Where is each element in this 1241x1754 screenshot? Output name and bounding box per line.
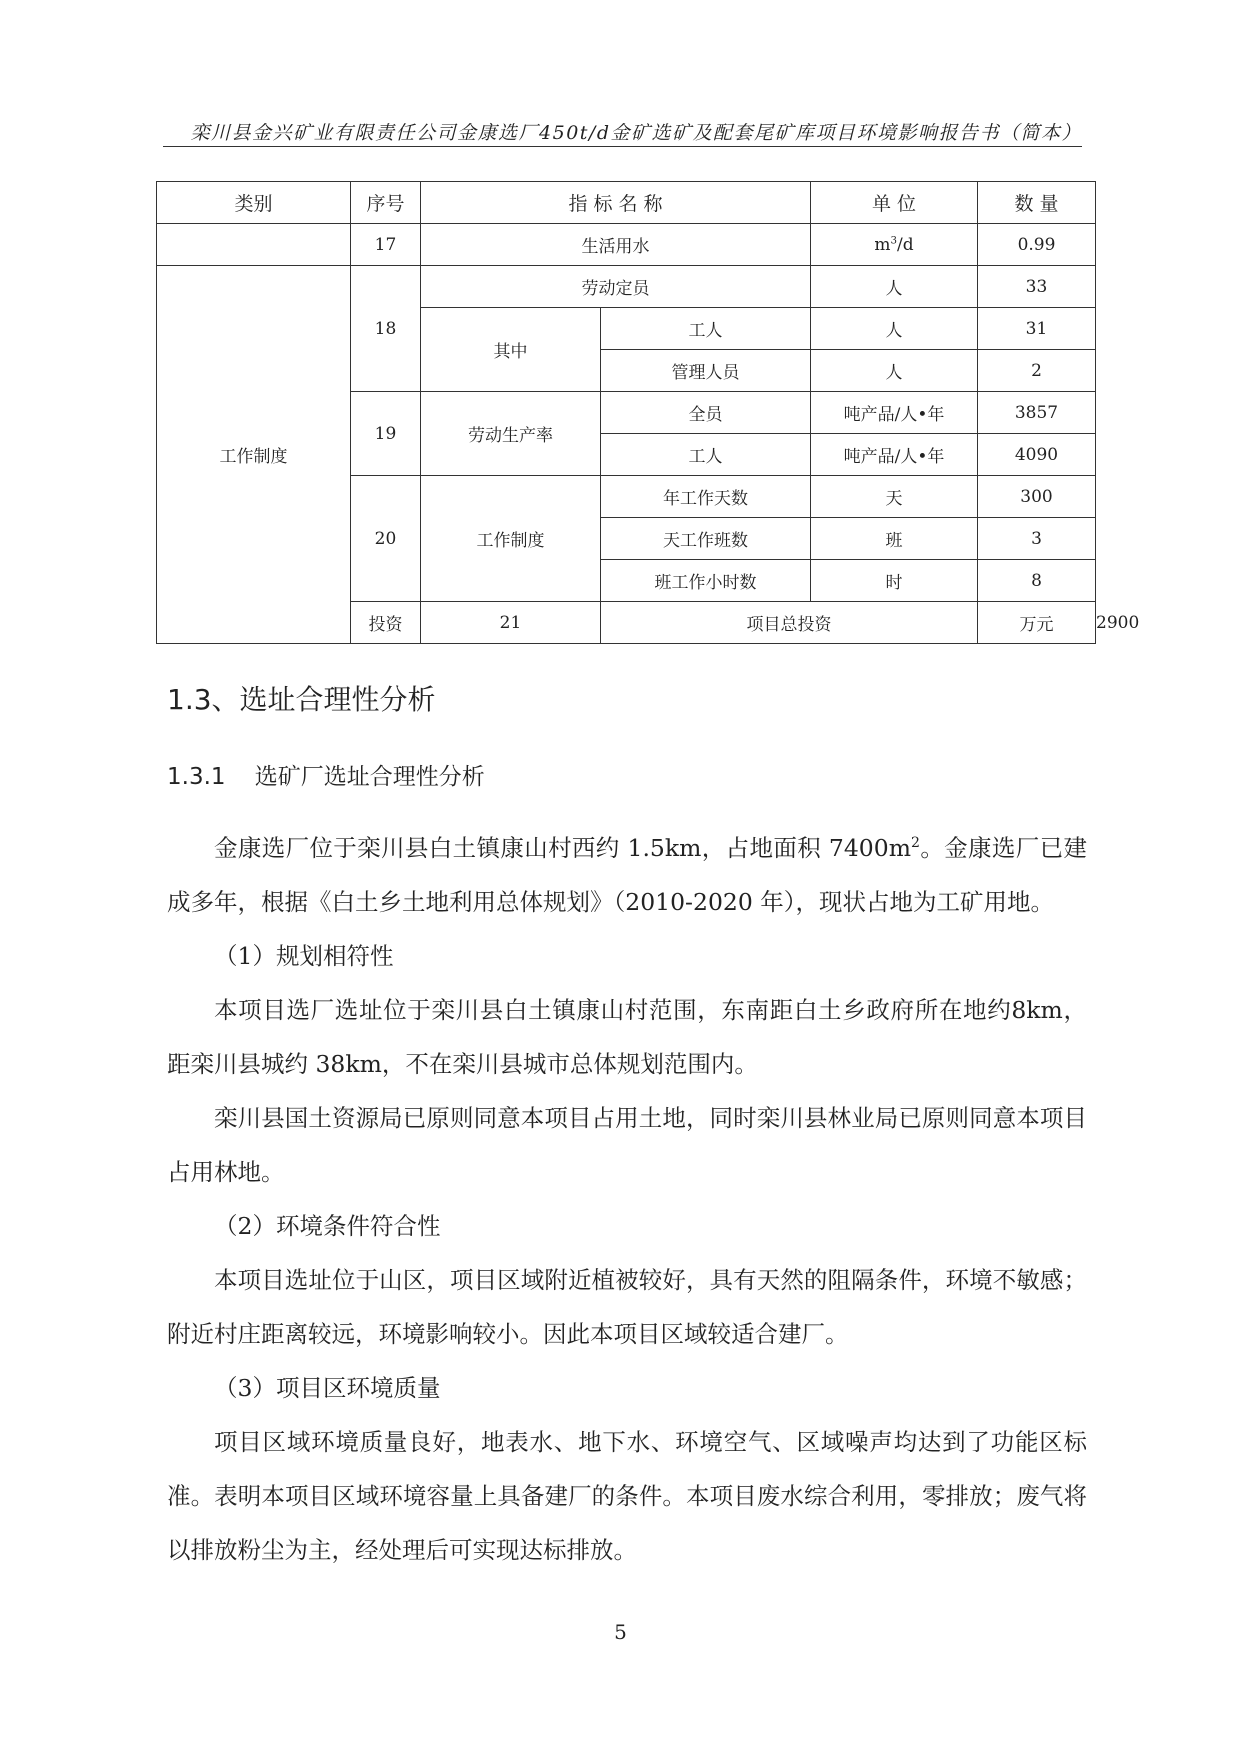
table-cell-unit: 吨产品/人•年 — [811, 434, 978, 476]
paragraph-text: 。金康选厂已建成多年，根据《白土乡土地利用总体规划》（2010-2020 年），现状占地为工矿用地。 — [167, 834, 1087, 916]
table-cell-name: 工人 — [601, 308, 811, 350]
list-item-heading: （3）项目区环境质量 — [214, 1374, 441, 1402]
table-cell-unit: 班 — [811, 518, 978, 560]
table-cell-unit: 时 — [811, 560, 978, 602]
table-row — [157, 266, 1096, 308]
table-cell-unit: 吨产品/人•年 — [811, 392, 978, 434]
table-cell-name: 工人 — [601, 434, 811, 476]
table-cell-no: 17 — [351, 224, 421, 266]
table-cell-qty: 4090 — [978, 434, 1096, 476]
table-cell-name: 劳动定员 — [421, 266, 811, 308]
body-text — [167, 821, 1087, 1577]
table-cell-qty: 31 — [978, 308, 1096, 350]
table-cell-qty: 0.99 — [978, 224, 1096, 266]
table-cell-subgroup: 其中 — [421, 308, 601, 392]
paragraph-text: 金康选厂位于栾川县白土镇康山村西约 1.5km，占地面积 7400m — [214, 834, 911, 862]
table-row — [157, 224, 1096, 266]
table-cell-no: 20 — [351, 476, 421, 602]
table-cell-category: 投资 — [351, 602, 421, 644]
table-cell-unit: 天 — [811, 476, 978, 518]
table-cell-empty — [157, 224, 351, 266]
paragraph — [167, 821, 1087, 929]
paragraph: 栾川县国土资源局已原则同意本项目占用土地，同时栾川县林业局已原则同意本项目占用林地。 — [167, 1104, 1087, 1186]
table-cell-name: 管理人员 — [601, 350, 811, 392]
table-row: 投资 21 项目总投资 万元 2900 — [157, 602, 1096, 644]
table-cell-qty: 300 — [978, 476, 1096, 518]
header-name: 指 标 名 称 — [421, 182, 811, 224]
table-cell-no: 21 — [421, 602, 601, 644]
table-cell-no: 18 — [351, 266, 421, 392]
header-rule — [163, 146, 1082, 147]
header-qty: 数 量 — [978, 182, 1096, 224]
table-cell-qty: 3857 — [978, 392, 1096, 434]
indicator-table — [156, 181, 1140, 644]
superscript: 2 — [910, 835, 920, 852]
table-cell-name: 年工作天数 — [601, 476, 811, 518]
subsection-title: 1.3.1 选矿厂选址合理性分析 — [167, 764, 485, 790]
table-cell-no: 19 — [351, 392, 421, 476]
page-number: 5 — [614, 1620, 627, 1644]
table-cell-unit: 人 — [811, 266, 978, 308]
paragraph: 本项目选址位于山区，项目区域附近植被较好，具有天然的阻隔条件，环境不敏感；附近村庄距离较远，环境影响较小。因此本项目区域较适合建厂。 — [167, 1266, 1087, 1348]
section-title: 1.3、选址合理性分析 — [167, 683, 436, 716]
paragraph: 本项目选厂选址位于栾川县白土镇康山村范围，东南距白土乡政府所在地约8km，距栾川县城约 38km，不在栾川县城市总体规划范围内。 — [167, 996, 1087, 1078]
table-cell-unit: 人 — [811, 308, 978, 350]
table-cell-name: 班工作小时数 — [601, 560, 811, 602]
table-cell-unit: 人 — [811, 350, 978, 392]
list-item-heading: （2）环境条件符合性 — [214, 1212, 441, 1240]
header-unit: 单 位 — [811, 182, 978, 224]
table-cell-qty: 8 — [978, 560, 1096, 602]
table-cell-qty: 3 — [978, 518, 1096, 560]
table-cell-name: 项目总投资 — [601, 602, 978, 644]
table-cell-subgroup: 工作制度 — [421, 476, 601, 602]
header-category: 类别 — [157, 182, 351, 224]
table-cell-qty: 2 — [978, 350, 1096, 392]
table-cell-qty: 33 — [978, 266, 1096, 308]
table-cell-unit — [811, 224, 978, 266]
unit-rest: /d — [896, 234, 914, 255]
unit-base: m — [874, 234, 891, 255]
unit-superscript: 3 — [890, 234, 897, 246]
table-header-row — [157, 182, 1096, 224]
header-no: 序号 — [351, 182, 421, 224]
list-item-heading: （1）规划相符性 — [214, 942, 394, 970]
table-cell-name: 天工作班数 — [601, 518, 811, 560]
table-cell-name: 全员 — [601, 392, 811, 434]
table-cell-category: 工作制度 — [157, 266, 351, 644]
page-header: 栾川县金兴矿业有限责任公司金康选厂450t/d金矿选矿及配套尾矿库项目环境影响报告书（简本） — [190, 122, 1082, 144]
table-cell-subgroup: 劳动生产率 — [421, 392, 601, 476]
table-cell-unit: 万元 — [978, 602, 1096, 644]
paragraph: 项目区域环境质量良好，地表水、地下水、环境空气、区域噪声均达到了功能区标准。表明本项目区域环境容量上具备建厂的条件。本项目废水综合利用，零排放；废气将以排放粉尘为主，经处理后可实现达标排放。 — [167, 1428, 1087, 1564]
table-cell-name: 生活用水 — [421, 224, 811, 266]
